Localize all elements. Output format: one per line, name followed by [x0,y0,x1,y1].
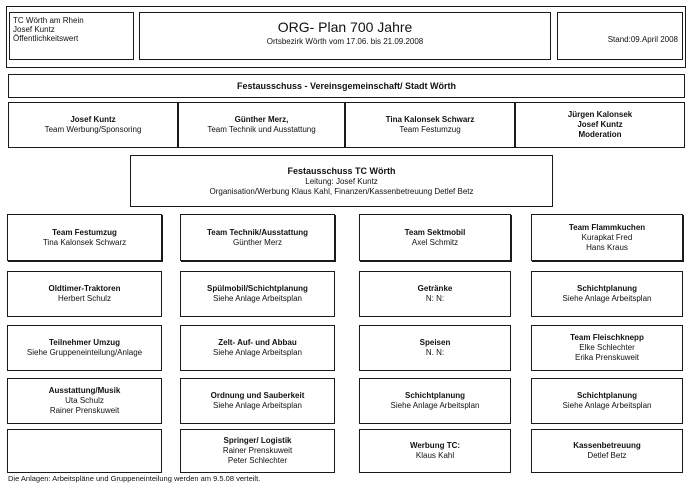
team-box [180,429,335,473]
header-frame [6,6,686,68]
member-role: Team Technik und Ausstattung [207,125,316,134]
team-box-title: Teilnehmer Umzug [49,338,120,347]
team-box-line: Siehe Anlage Arbeitsplan [562,401,652,410]
team-box-title: Speisen [419,338,451,347]
team-box-line: Siehe Anlage Arbeitsplan [562,294,652,303]
footer-note: Die Anlagen: Arbeitspläne und Gruppeneinteilung werden am 9.5.08 verteilt. [8,474,261,483]
team-box [7,214,162,261]
member-role: Team Werbung/Sponsoring [44,125,142,134]
team-box-title: Team Flammkuchen [568,222,646,232]
team-box-line: Rainer Prenskuweit [49,406,120,415]
page-title: ORG- Plan 700 Jahre [277,19,413,35]
festausschuss-title-text: Festausschuss - Vereinsgemeinschaft/ Stadt Wörth [236,80,457,91]
team-box [531,429,683,473]
team-box [359,325,511,371]
tc-ausschuss-line: Leitung: Josef Kuntz [305,176,378,186]
header-center [139,12,551,60]
team-box [531,378,683,424]
page-subtitle: Ortsbezirk Wörth vom 17.06. bis 21.09.2008 [266,37,424,46]
team-box-line: Peter Schlechter [227,456,288,465]
team-box-title: Ordnung und Sauberkeit [210,391,305,400]
team-box-title: Oldtimer-Traktoren [48,284,121,293]
team-box [180,271,335,317]
team-box-title: Team Festumzug [52,227,117,237]
team-box-line: Siehe Anlage Arbeitsplan [213,294,302,303]
team-box-line: Detlef Betz [587,451,627,460]
festausschuss-member [8,102,178,148]
team-box [7,429,162,473]
header-left-line: TC Wörth am Rhein [13,16,84,25]
team-box [7,271,162,317]
festausschuss-member [345,102,515,148]
team-box-line: Axel Schmitz [411,237,459,247]
team-box [180,214,335,261]
team-box-title: Ausstattung/Musik [48,386,121,395]
team-box-line: Kurapkat Fred [581,232,633,242]
team-box [359,429,511,473]
team-box-title: Team Fleischknepp [570,333,644,342]
team-box [359,378,511,424]
stand-date: Stand:09.April 2008 [607,35,678,44]
member-name: Günther Merz, [234,115,289,124]
team-box [359,214,511,261]
header-left-line: Öffentlichkeitswert [13,34,79,43]
member-name: Josef Kuntz [70,115,116,124]
member-name: Tina Kalonsek Schwarz [385,115,475,124]
tc-ausschuss-title: Festausschuss TC Wörth [287,165,396,176]
team-box [180,325,335,371]
team-box-title: Schichtplanung [577,391,637,400]
team-box-title: Team Sektmobil [404,227,466,237]
team-box [180,378,335,424]
team-box-title: Schichtplanung [405,391,465,400]
team-box [531,325,683,371]
festausschuss-title [8,74,685,98]
festausschuss-member [178,102,345,148]
team-box-line: Siehe Anlage Arbeitsplan [213,348,302,357]
team-box-line: Günther Merz [233,237,282,247]
team-box-line: Klaus Kahl [415,451,455,460]
team-box-line: Hans Kraus [586,242,628,252]
member-role: Moderation [578,130,622,139]
team-box [359,271,511,317]
team-box [531,271,683,317]
team-box [7,325,162,371]
team-box-title: Springer/ Logistik [223,436,292,445]
team-box-line: Siehe Anlage Arbeitsplan [213,401,302,410]
header-right [557,12,683,60]
team-box-line: N. N: [425,348,445,357]
member-role: Team Festumzug [399,125,461,134]
team-box-title: Kassenbetreuung [573,441,641,450]
team-box-title: Spülmobil/Schichtplanung [207,284,308,293]
team-box-line: Uta Schulz [65,396,104,405]
team-box-line: Erika Prenskuweit [574,353,640,362]
tc-ausschuss-line: Organisation/Werbung Klaus Kahl, Finanzen/Kassenbetreuung Detlef Betz [209,186,474,196]
team-box-title: Getränke [417,284,453,293]
team-box-title: Team Technik/Ausstattung [206,227,309,237]
member-name: Jürgen Kalonsek [567,110,633,119]
tc-ausschuss [130,155,553,207]
member-name: Josef Kuntz [577,120,623,129]
team-box-title: Zelt- Auf- und Abbau [218,338,297,347]
team-box [7,378,162,424]
team-box-line: Siehe Anlage Arbeitsplan [390,401,480,410]
team-box-line: N: N: [425,294,445,303]
festausschuss-member [515,102,685,148]
team-box-line: Herbert Schulz [58,294,111,303]
team-box-line: Rainer Prenskuweit [222,446,293,455]
team-box-title: Werbung TC: [409,441,461,450]
team-box-line: Elke Schlechter [579,343,635,352]
team-box-line: Tina Kalonsek Schwarz [42,237,127,247]
team-box-line: Siehe Gruppeneinteilung/Anlage [26,348,143,357]
team-box [531,214,683,261]
header-left [9,12,134,60]
header-left-line: Josef Kuntz [13,25,55,34]
team-box-title: Schichtplanung [577,284,637,293]
